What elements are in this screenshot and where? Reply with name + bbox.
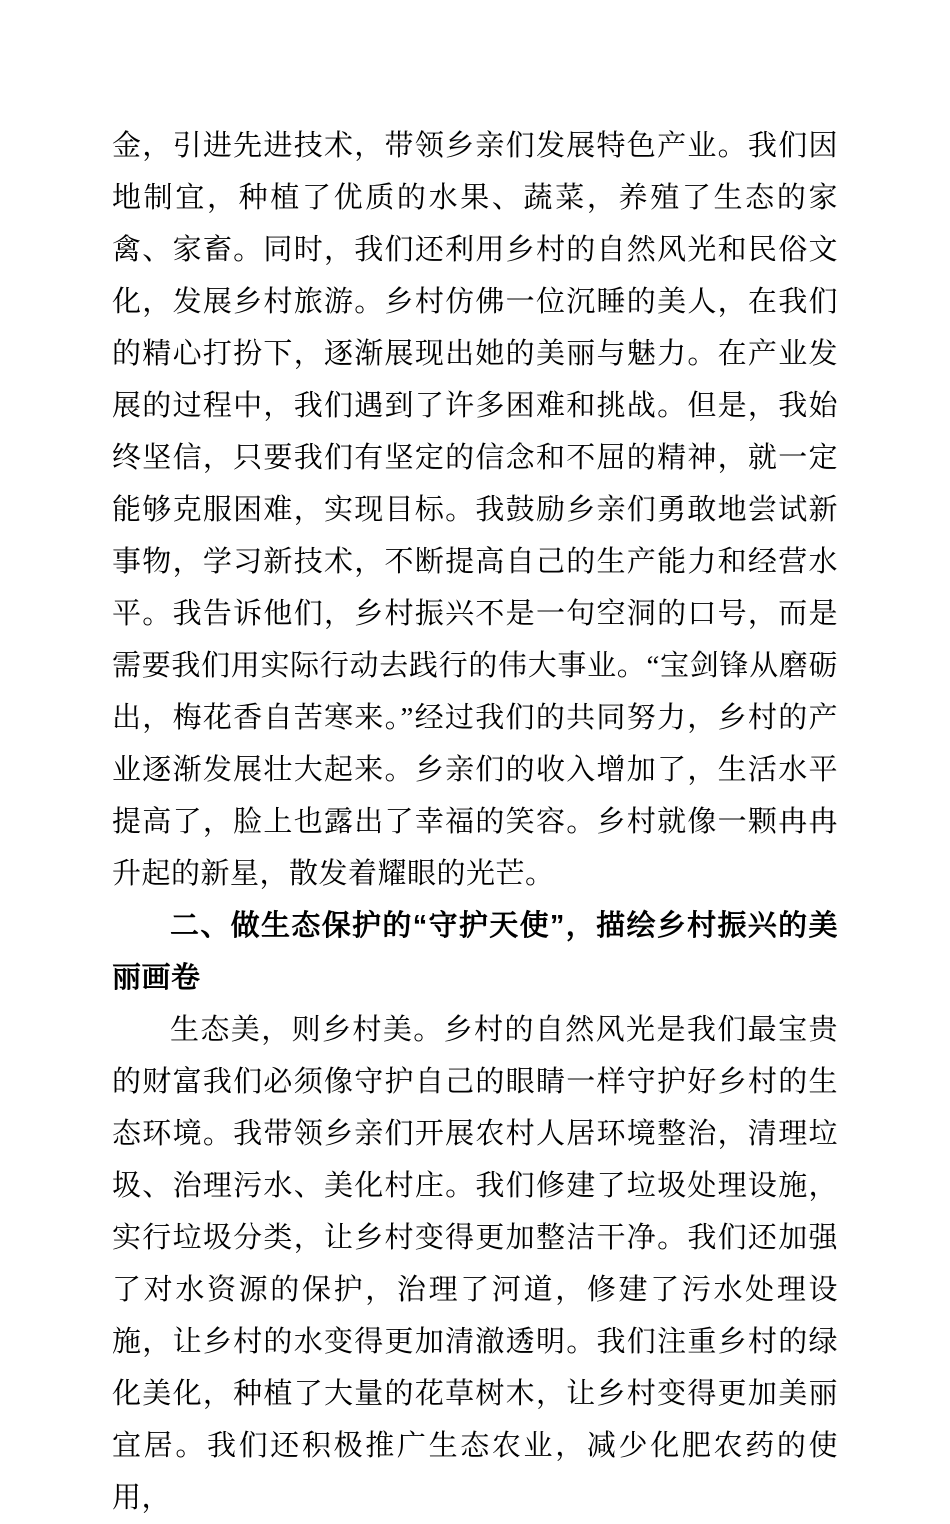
body-paragraph-ecology: 生态美，则乡村美。乡村的自然风光是我们最宝贵的财富我们必须像守护自己的眼睛一样守护好乡村的生态环境。我带领乡亲们开展农村人居环境整治，清理垃圾、治理污水、美化村庄。我们修建了垃圾处理设施，实行垃圾分类，让乡村变得更加整洁干净。我们还加强了对水资源的保护，治理了河道，修建了污水处理设施，让乡村的水变得更加清澈透明。我们注重乡村的绿化美化，种植了大量的花草树木，让乡村变得更加美丽宜居。我们还积极推广生态农业，减少化肥农药的使用， <box>112 1014 838 1514</box>
body-paragraph-continued: 金，引进先进技术，带领乡亲们发展特色产业。我们因地制宜，种植了优质的水果、蔬菜，养殖了生态的家禽、家畜。同时，我们还利用乡村的自然风光和民俗文化，发展乡村旅游。乡村仿佛一位沉睡的美人，在我们的精心打扮下，逐渐展现出她的美丽与魅力。在产业发展的过程中，我们遇到了许多困难和挑战。但是，我始终坚信，只要我们有坚定的信念和不屈的精神，就一定能够克服困难，实现目标。我鼓励乡亲们勇敢地尝试新事物，学习新技术，不断提高自己的生产能力和经营水平。我告诉他们，乡村振兴不是一句空洞的口号，而是需要我们用实际行动去践行的伟大事业。“宝剑锋从磨砺出，梅花香自苦寒来。”经过我们的共同努力，乡村的产业逐渐发展壮大起来。乡亲们的收入增加了，生活水平提高了，脸上也露出了幸福的笑容。乡村就像一颗冉冉升起的新星，散发着耀眼的光芒。 <box>112 130 838 890</box>
section-heading-two: 二、做生态保护的“守护天使”，描绘乡村振兴的美丽画卷 <box>112 910 838 994</box>
document-body <box>112 120 838 1524</box>
